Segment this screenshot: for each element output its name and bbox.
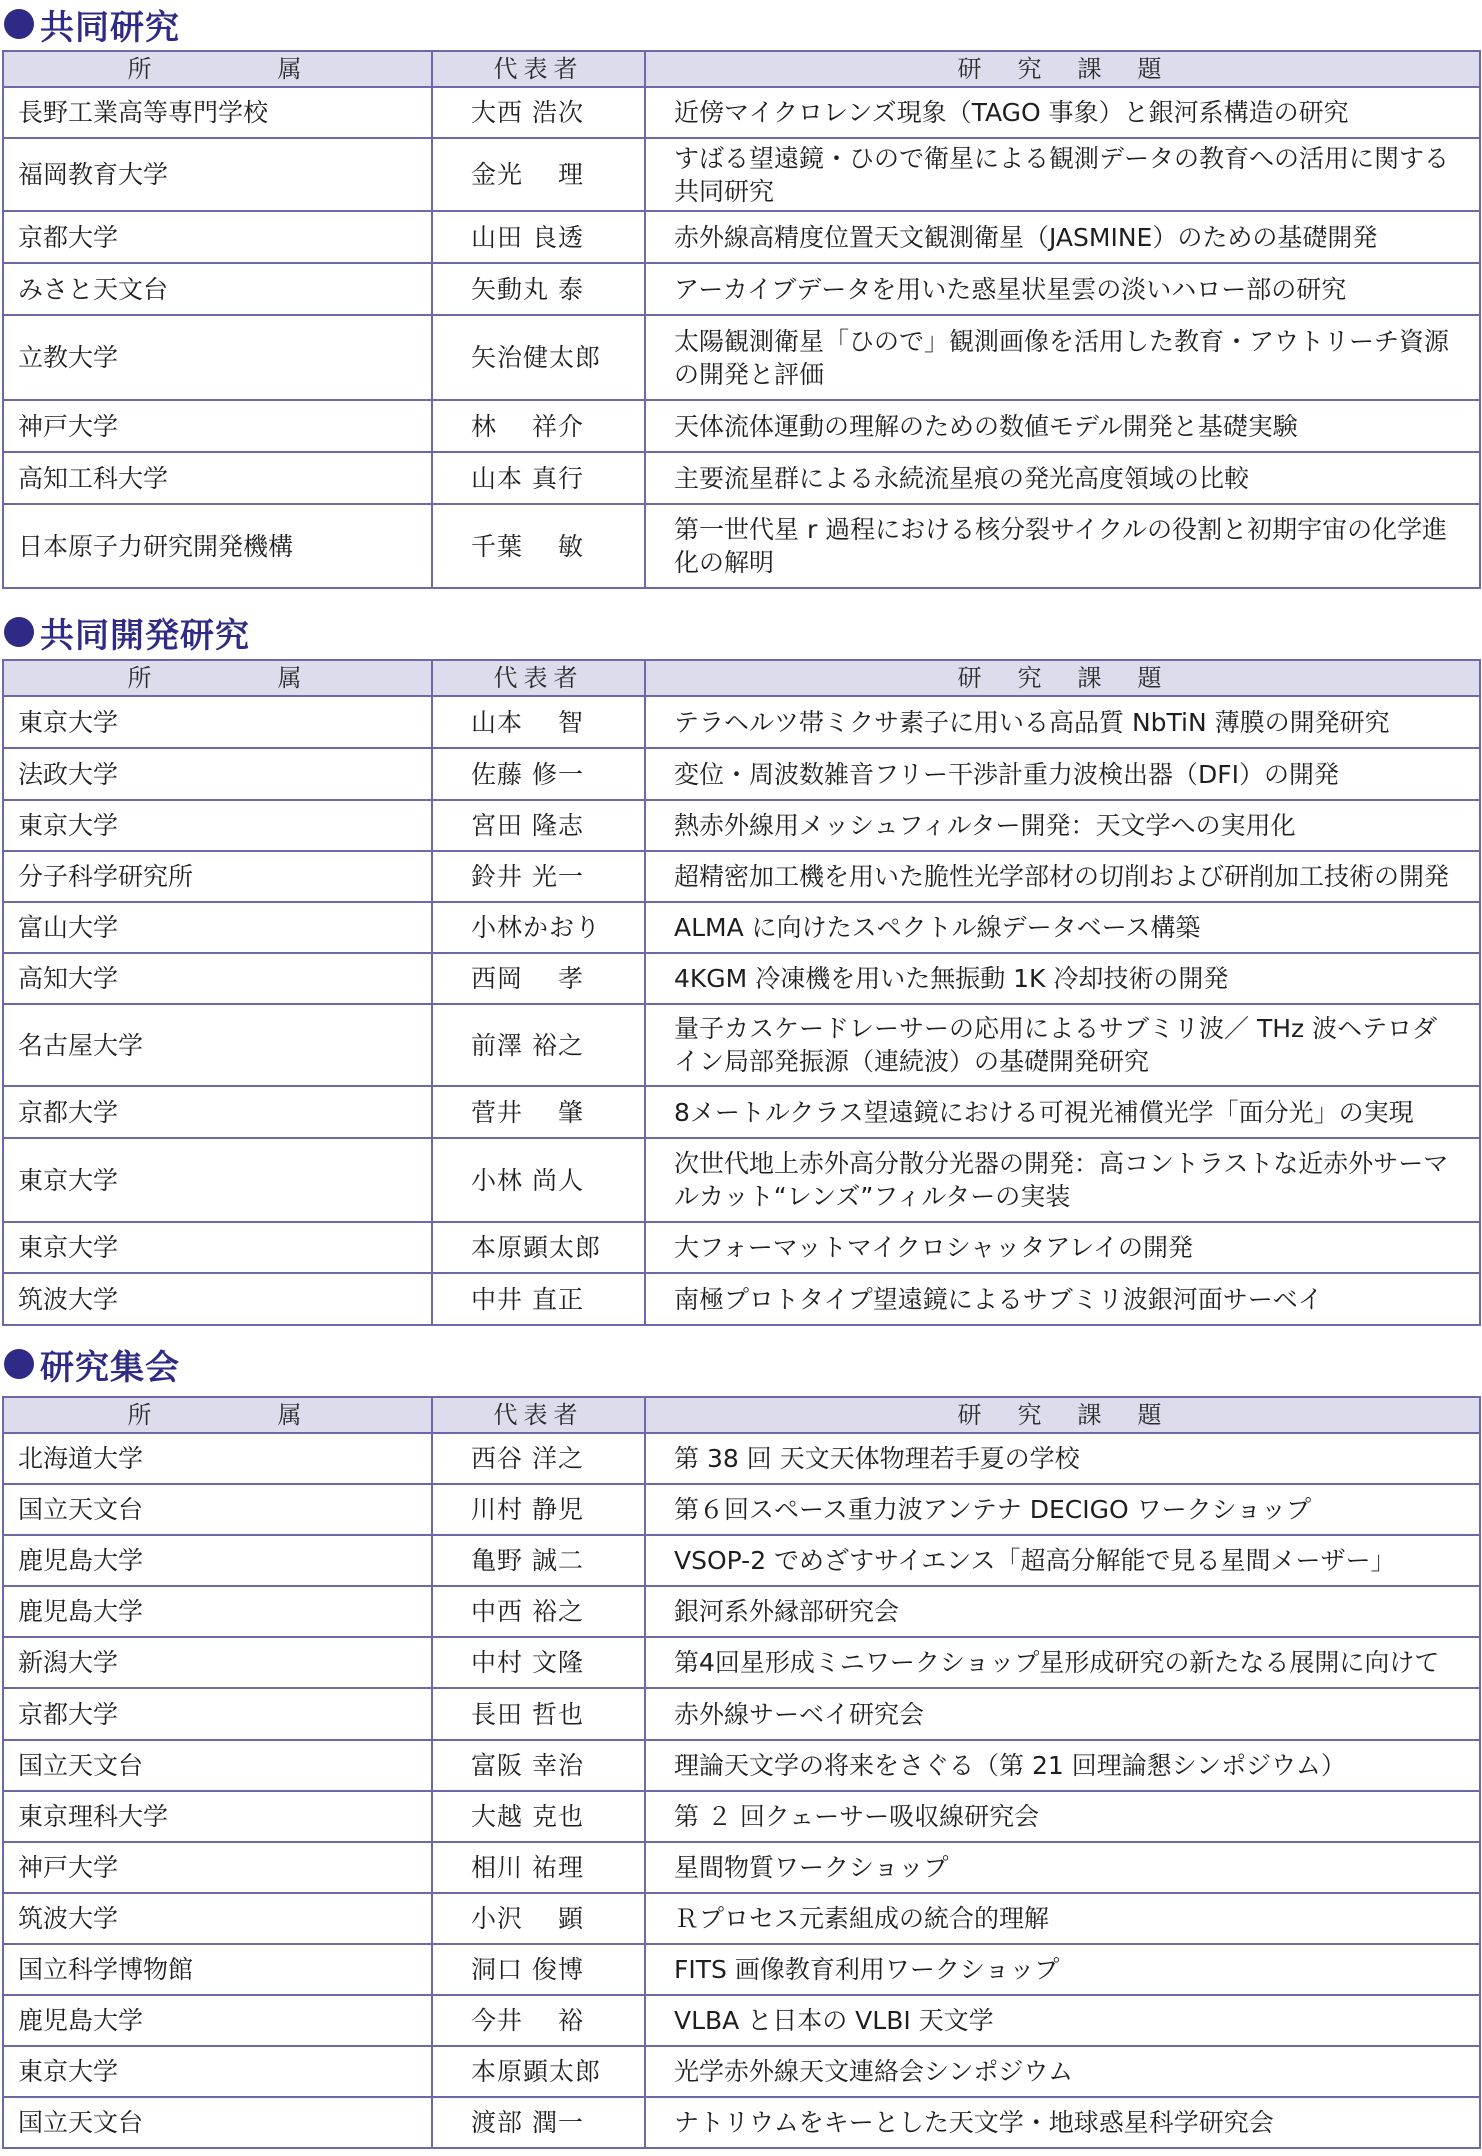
topic-cell: 変位・周波数雑音フリー干渉計重力波検出器（DFI）の開発 xyxy=(645,748,1480,800)
topic-cell: 第６回スペース重力波アンテナ DECIGO ワークショップ xyxy=(645,1484,1480,1535)
table-row xyxy=(3,696,1480,748)
representative-cell: 金光 理 xyxy=(432,138,645,211)
topic-cell: 太陽観測衛星「ひので」観測画像を活用した教育・アウトリーチ資源の開発と評価 xyxy=(645,315,1480,400)
representative-cell: 山本 真行 xyxy=(432,452,645,504)
table-row xyxy=(3,1637,1480,1688)
representative-cell: 中西 裕之 xyxy=(432,1586,645,1637)
representative-cell: 川村 静児 xyxy=(432,1484,645,1535)
topic-cell: 第 38 回 天文天体物理若手夏の学校 xyxy=(645,1433,1480,1484)
topic-cell: 星間物質ワークショップ xyxy=(645,1842,1480,1893)
affiliation-cell: 東京大学 xyxy=(3,696,432,748)
table-header-row xyxy=(3,1397,1480,1433)
representative-cell: 西谷 洋之 xyxy=(432,1433,645,1484)
topic-cell: FITS 画像教育利用ワークショップ xyxy=(645,1944,1480,1995)
affiliation-cell: 分子科学研究所 xyxy=(3,851,432,902)
representative-cell: 本原顕太郎 xyxy=(432,1222,645,1273)
affiliation-cell: 高知大学 xyxy=(3,953,432,1004)
affiliation-cell: 筑波大学 xyxy=(3,1273,432,1325)
header-affiliation: 所 属 xyxy=(3,1397,432,1433)
affiliation-cell: みさと天文台 xyxy=(3,263,432,315)
topic-cell: ナトリウムをキーとした天文学・地球惑星科学研究会 xyxy=(645,2097,1480,2148)
representative-cell: 相川 祐理 xyxy=(432,1842,645,1893)
research-meetings-table xyxy=(2,1396,1481,2149)
representative-cell: 千葉 敏 xyxy=(432,504,645,588)
representative-cell: 西岡 孝 xyxy=(432,953,645,1004)
representative-cell: 長田 哲也 xyxy=(432,1688,645,1740)
topic-cell: ALMA に向けたスペクトル線データベース構築 xyxy=(645,902,1480,953)
representative-cell: 小林かおり xyxy=(432,902,645,953)
table-row xyxy=(3,1004,1480,1086)
affiliation-cell: 鹿児島大学 xyxy=(3,1535,432,1586)
representative-cell: 矢治健太郎 xyxy=(432,315,645,400)
topic-cell: すばる望遠鏡・ひので衛星による観測データの教育への活用に関する共同研究 xyxy=(645,138,1480,211)
table-row xyxy=(3,1688,1480,1740)
topic-cell: 超精密加工機を用いた脆性光学部材の切削および研削加工技術の開発 xyxy=(645,851,1480,902)
affiliation-cell: 神戸大学 xyxy=(3,1842,432,1893)
topic-cell: 量子カスケードレーサーの応用によるサブミリ波／ THz 波ヘテロダイン局部発振源（連続波）の基礎開発研究 xyxy=(645,1004,1480,1086)
representative-cell: 中井 直正 xyxy=(432,1273,645,1325)
representative-cell: 渡部 潤一 xyxy=(432,2097,645,2148)
representative-cell: 前澤 裕之 xyxy=(432,1004,645,1086)
section-title: 共同研究 xyxy=(40,7,180,48)
representative-cell: 林 祥介 xyxy=(432,400,645,452)
topic-cell: 4KGM 冷凍機を用いた無振動 1K 冷却技術の開発 xyxy=(645,953,1480,1004)
representative-cell: 大西 浩次 xyxy=(432,87,645,138)
joint-research-table xyxy=(2,50,1481,589)
affiliation-cell: 福岡教育大学 xyxy=(3,138,432,211)
representative-cell: 菅井 肇 xyxy=(432,1086,645,1138)
header-representative: 代表者 xyxy=(432,1397,645,1433)
representative-cell: 鈴井 光一 xyxy=(432,851,645,902)
bullet-icon xyxy=(4,9,34,39)
table-row xyxy=(3,1740,1480,1791)
section-title: 共同開発研究 xyxy=(40,615,250,656)
affiliation-cell: 国立天文台 xyxy=(3,2097,432,2148)
topic-cell: アーカイブデータを用いた惑星状星雲の淡いハロー部の研究 xyxy=(645,263,1480,315)
table-row xyxy=(3,504,1480,588)
header-topic: 研 究 課 題 xyxy=(645,51,1480,87)
topic-cell: 理論天文学の将来をさぐる（第 21 回理論懇シンポジウム） xyxy=(645,1740,1480,1791)
table-row xyxy=(3,1586,1480,1637)
affiliation-cell: 立教大学 xyxy=(3,315,432,400)
topic-cell: 南極プロトタイプ望遠鏡によるサブミリ波銀河面サーベイ xyxy=(645,1273,1480,1325)
affiliation-cell: 鹿児島大学 xyxy=(3,1995,432,2046)
table-row xyxy=(3,748,1480,800)
topic-cell: VLBA と日本の VLBI 天文学 xyxy=(645,1995,1480,2046)
representative-cell: 本原顕太郎 xyxy=(432,2046,645,2097)
topic-cell: VSOP-2 でめざすサイエンス「超高分解能で見る星間メーザー」 xyxy=(645,1535,1480,1586)
affiliation-cell: 高知工科大学 xyxy=(3,452,432,504)
table-header-row xyxy=(3,51,1480,87)
topic-cell: 銀河系外縁部研究会 xyxy=(645,1586,1480,1637)
representative-cell: 中村 文隆 xyxy=(432,1637,645,1688)
table-row xyxy=(3,263,1480,315)
header-topic: 研 究 課 題 xyxy=(645,1397,1480,1433)
affiliation-cell: 鹿児島大学 xyxy=(3,1586,432,1637)
table-row xyxy=(3,400,1480,452)
affiliation-cell: 国立科学博物館 xyxy=(3,1944,432,1995)
affiliation-cell: 神戸大学 xyxy=(3,400,432,452)
affiliation-cell: 東京理科大学 xyxy=(3,1791,432,1842)
table-row xyxy=(3,87,1480,138)
affiliation-cell: 国立天文台 xyxy=(3,1740,432,1791)
topic-cell: テラヘルツ帯ミクサ素子に用いる高品質 NbTiN 薄膜の開発研究 xyxy=(645,696,1480,748)
table-row xyxy=(3,1273,1480,1325)
table-row xyxy=(3,1535,1480,1586)
topic-cell: 大フォーマットマイクロシャッタアレイの開発 xyxy=(645,1222,1480,1273)
table-row xyxy=(3,1222,1480,1273)
header-affiliation: 所 属 xyxy=(3,660,432,696)
table-row xyxy=(3,2097,1480,2148)
topic-cell: 次世代地上赤外高分散分光器の開発：高コントラストな近赤外サーマルカット“レンズ”フィルターの実装 xyxy=(645,1138,1480,1222)
affiliation-cell: 法政大学 xyxy=(3,748,432,800)
representative-cell: 今井 裕 xyxy=(432,1995,645,2046)
topic-cell: 赤外線高精度位置天文観測衛星（JASMINE）のための基礎開発 xyxy=(645,211,1480,263)
topic-cell: Ｒプロセス元素組成の統合的理解 xyxy=(645,1893,1480,1944)
table-row xyxy=(3,315,1480,400)
table-row xyxy=(3,1086,1480,1138)
representative-cell: 洞口 俊博 xyxy=(432,1944,645,1995)
table-row xyxy=(3,1995,1480,2046)
representative-cell: 佐藤 修一 xyxy=(432,748,645,800)
table-row xyxy=(3,1842,1480,1893)
affiliation-cell: 長野工業高等専門学校 xyxy=(3,87,432,138)
topic-cell: 主要流星群による永続流星痕の発光高度領域の比較 xyxy=(645,452,1480,504)
bullet-icon xyxy=(4,617,34,647)
table-row xyxy=(3,452,1480,504)
topic-cell: 赤外線サーベイ研究会 xyxy=(645,1688,1480,1740)
affiliation-cell: 東京大学 xyxy=(3,1138,432,1222)
table-row xyxy=(3,851,1480,902)
section-heading xyxy=(0,0,180,48)
section-heading xyxy=(0,1340,180,1388)
affiliation-cell: 名古屋大学 xyxy=(3,1004,432,1086)
bullet-icon xyxy=(4,1349,34,1379)
representative-cell: 宮田 隆志 xyxy=(432,800,645,851)
topic-cell: 熱赤外線用メッシュフィルター開発：天文学への実用化 xyxy=(645,800,1480,851)
header-representative: 代表者 xyxy=(432,51,645,87)
affiliation-cell: 東京大学 xyxy=(3,800,432,851)
table-row xyxy=(3,138,1480,211)
affiliation-cell: 国立天文台 xyxy=(3,1484,432,1535)
topic-cell: 8メートルクラス望遠鏡における可視光補償光学「面分光」の実現 xyxy=(645,1086,1480,1138)
table-row xyxy=(3,1791,1480,1842)
table-row xyxy=(3,1893,1480,1944)
representative-cell: 小林 尚人 xyxy=(432,1138,645,1222)
header-topic: 研 究 課 題 xyxy=(645,660,1480,696)
table-row xyxy=(3,953,1480,1004)
table-row xyxy=(3,211,1480,263)
table-row xyxy=(3,1944,1480,1995)
table-row xyxy=(3,1138,1480,1222)
topic-cell: 第4回星形成ミニワークショップ星形成研究の新たなる展開に向けて xyxy=(645,1637,1480,1688)
affiliation-cell: 新潟大学 xyxy=(3,1637,432,1688)
section-heading xyxy=(0,608,250,656)
representative-cell: 山田 良透 xyxy=(432,211,645,263)
representative-cell: 山本 智 xyxy=(432,696,645,748)
table-header-row xyxy=(3,660,1480,696)
representative-cell: 富阪 幸治 xyxy=(432,1740,645,1791)
affiliation-cell: 東京大学 xyxy=(3,1222,432,1273)
representative-cell: 大越 克也 xyxy=(432,1791,645,1842)
header-affiliation: 所 属 xyxy=(3,51,432,87)
representative-cell: 亀野 誠二 xyxy=(432,1535,645,1586)
table-row xyxy=(3,1484,1480,1535)
section-title: 研究集会 xyxy=(40,1347,180,1388)
table-row xyxy=(3,800,1480,851)
table-row xyxy=(3,1433,1480,1484)
topic-cell: 近傍マイクロレンズ現象（TAGO 事象）と銀河系構造の研究 xyxy=(645,87,1480,138)
table-row xyxy=(3,2046,1480,2097)
affiliation-cell: 京都大学 xyxy=(3,211,432,263)
affiliation-cell: 京都大学 xyxy=(3,1086,432,1138)
affiliation-cell: 富山大学 xyxy=(3,902,432,953)
header-representative: 代表者 xyxy=(432,660,645,696)
affiliation-cell: 京都大学 xyxy=(3,1688,432,1740)
affiliation-cell: 北海道大学 xyxy=(3,1433,432,1484)
affiliation-cell: 東京大学 xyxy=(3,2046,432,2097)
topic-cell: 第一世代星 r 過程における核分裂サイクルの役割と初期宇宙の化学進化の解明 xyxy=(645,504,1480,588)
representative-cell: 小沢 顕 xyxy=(432,1893,645,1944)
topic-cell: 第 ２ 回クェーサー吸収線研究会 xyxy=(645,1791,1480,1842)
affiliation-cell: 日本原子力研究開発機構 xyxy=(3,504,432,588)
table-row xyxy=(3,902,1480,953)
topic-cell: 天体流体運動の理解のための数値モデル開発と基礎実験 xyxy=(645,400,1480,452)
topic-cell: 光学赤外線天文連絡会シンポジウム xyxy=(645,2046,1480,2097)
joint-development-table xyxy=(2,659,1481,1326)
representative-cell: 矢動丸 泰 xyxy=(432,263,645,315)
affiliation-cell: 筑波大学 xyxy=(3,1893,432,1944)
